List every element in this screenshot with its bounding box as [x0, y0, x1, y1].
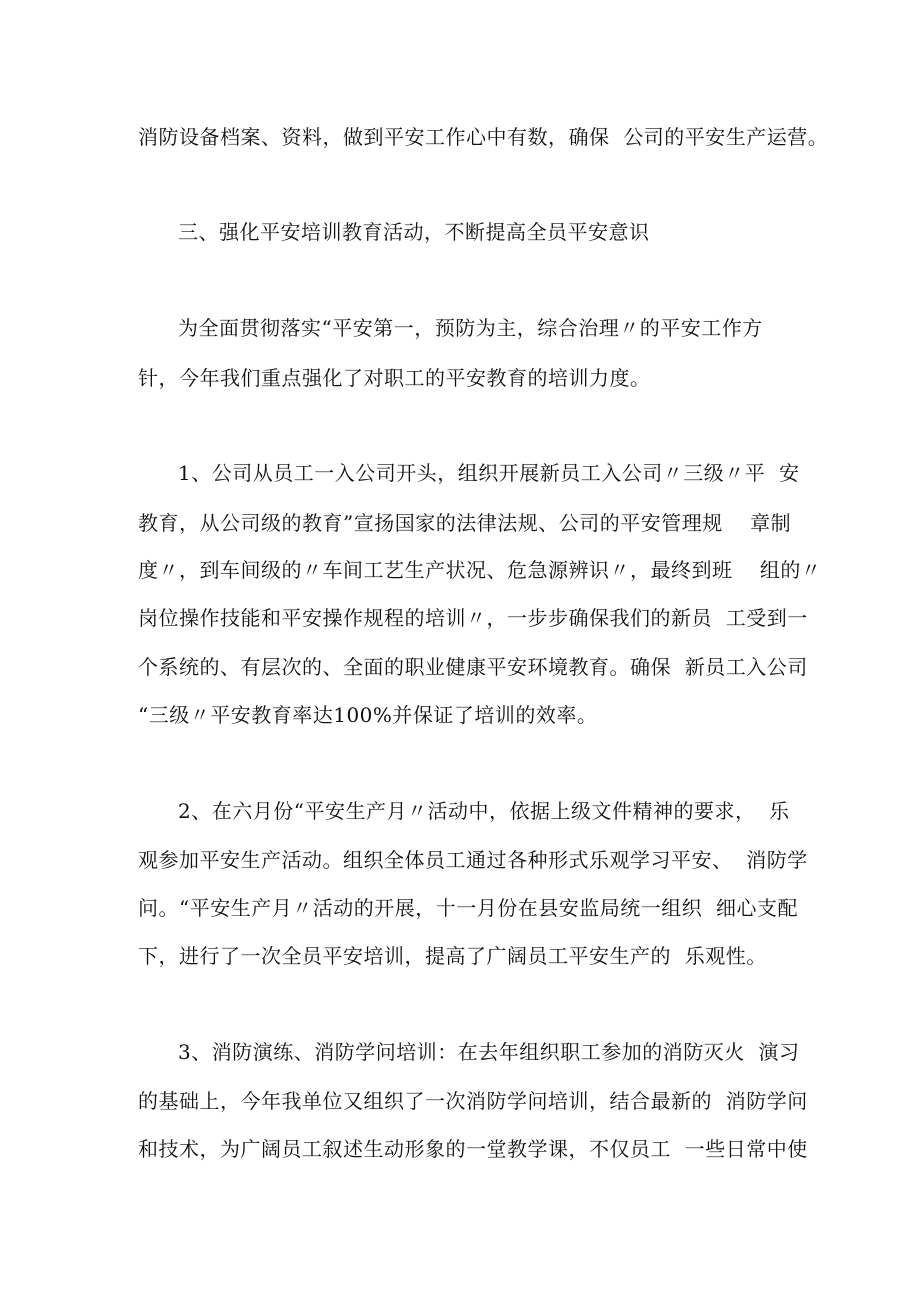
section-heading: 三、强化平安培训教育活动，不断提高全员平安意识 — [178, 220, 650, 244]
paragraph-line: 教育，从公司级的教育”宣扬国家的法律法规、公司的平安管理规 章制 — [138, 511, 792, 535]
paragraph-line: “三级〃平安教育率达100%并保证了培训的效率。 — [138, 703, 598, 727]
paragraph-line: 问。“平安生产月〃活动的开展，十一月份在县安监局统一组织 细心支配 — [138, 896, 798, 920]
paragraph-line: 1、公司从员工一入公司开头，组织开展新员工入公司〃三级〃平 安 — [178, 461, 800, 485]
paragraph-line: 消防设备档案、资料，做到平安工作心中有数，确保 公司的平安生产运营。 — [138, 125, 829, 149]
paragraph-line: 和技术，为广阔员工叙述生动形象的一堂教学课，不仅员工 一些日常中使 — [138, 1137, 808, 1161]
paragraph-line: 岗位操作技能和平安操作规程的培训〃，一步步确保我们的新员 工受到一 — [138, 606, 808, 630]
paragraph-line: 3、消防演练、消防学问培训：在去年组织职工参加的消防灭火 演习 — [178, 1040, 800, 1064]
paragraph-line: 个系统的、有层次的、全面的职业健康平安环境教育。确保 新员工入公司 — [138, 655, 808, 679]
paragraph-line: 观参加平安生产活动。组织全体员工通过各种形式乐观学习平安、 消防学 — [138, 848, 808, 872]
paragraph-line: 下，进行了一次全员平安培训，提高了广阔员工平安生产的 乐观性。 — [138, 944, 767, 968]
paragraph-line: 为全面贯彻落实“平安第一，预防为主，综合治理〃的平安工作方 — [178, 316, 763, 340]
paragraph-line: 2、在六月份“平安生产月〃活动中，依据上级文件精神的要求， 乐 — [178, 799, 790, 823]
paragraph-line: 针，今年我们重点强化了对职工的平安教育的培训力度。 — [138, 366, 651, 390]
paragraph-line: 的基础上，今年我单位又组织了一次消防学问培训，结合最新的 消防学问 — [138, 1089, 808, 1113]
paragraph-line: 度〃，到车间级的〃车间工艺生产状况、危急源辨识〃，最终到班 组的〃 — [138, 558, 822, 582]
